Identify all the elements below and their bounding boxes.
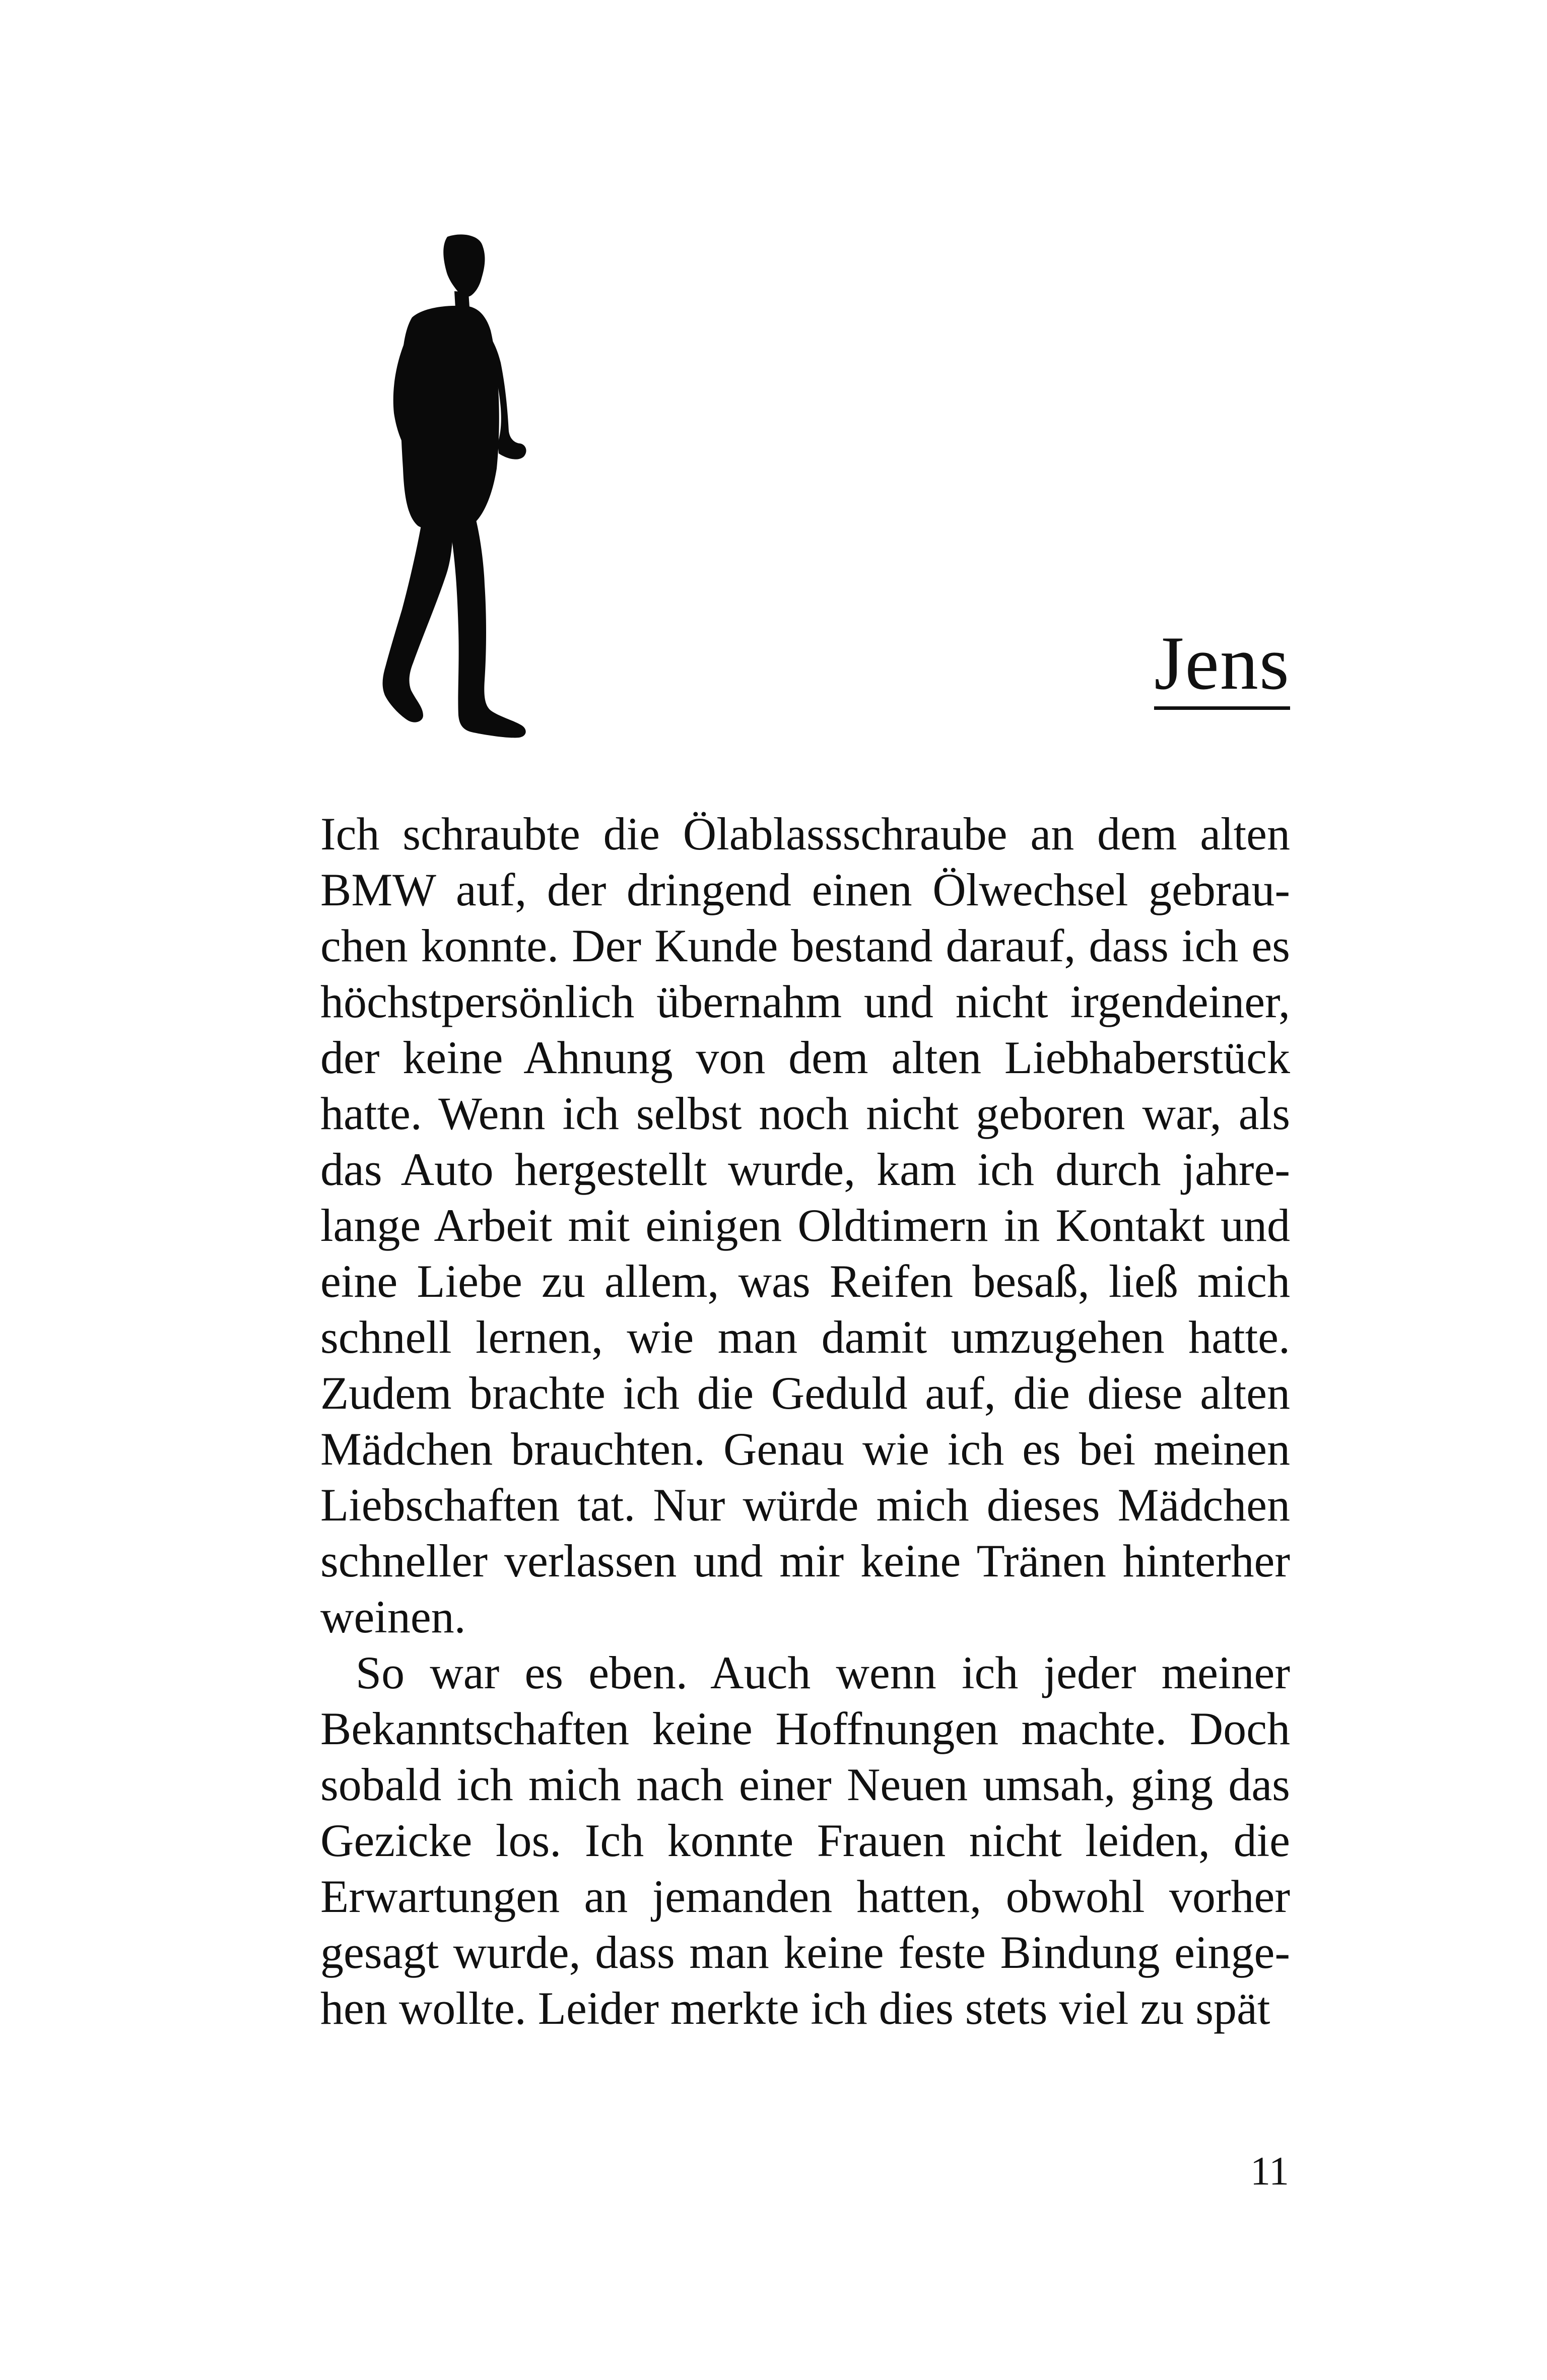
- page-number: 11: [1250, 2149, 1289, 2194]
- chapter-title: Jens: [1154, 625, 1290, 710]
- walking-man-silhouette-icon: [348, 232, 549, 751]
- paragraph: Ich schraubte die Ölablassschraube an dem alten BMW auf, der dringend einen Ölwechsel gebrauchen konnte. Der Kunde bestand darauf, dass ich es höchstpersönlich übernahm und nicht irgendeiner, der keine Ahnung von dem alten Liebhaberstück hatte. Wenn ich selbst noch nicht geboren war, als das Auto hergestellt wurde, kam ich durch jahrelange Arbeit mit einigen Oldtimern in Kontakt und eine Liebe zu allem, was Reifen besaß, ließ mich schnell lernen, wie man damit umzugehen hatte. Zudem brachte ich die Geduld auf, die diese alten Mädchen brauchten. Genau wie ich es bei meinen Liebschaften tat. Nur würde mich dieses Mädchen schneller verlassen und mir keine Tränen hinterher weinen.: [320, 808, 1290, 1642]
- chapter-body: [320, 806, 1290, 2036]
- paragraph: So war es eben. Auch wenn ich jeder meiner Bekanntschaften keine Hoffnungen machte. Doch sobald ich mich nach einer Neuen umsah, ging das Gezicke los. Ich konnte Frauen nicht leiden, die Erwartungen an jemanden hatten, obwohl vorher gesagt wurde, dass man keine feste Bindung eingehen wollte. Leider merkte ich dies stets viel zu spät: [320, 1647, 1290, 2034]
